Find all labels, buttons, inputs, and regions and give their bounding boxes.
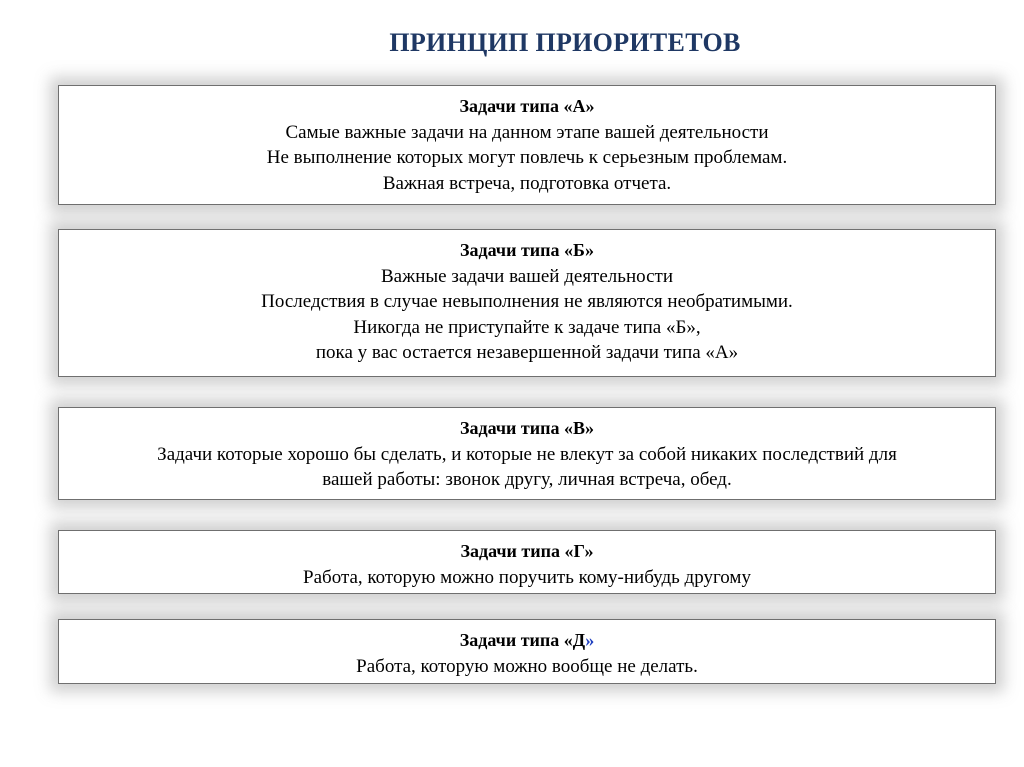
- box-line: Работа, которую можно поручить кому-нибудь другому: [303, 566, 751, 588]
- priority-box-b: [58, 229, 996, 377]
- page-title: ПРИНЦИП ПРИОРИТЕТОВ: [389, 28, 741, 57]
- priority-box-d: [58, 619, 996, 684]
- box-line: Никогда не приступайте к задаче типа «Б»,: [353, 316, 701, 338]
- box-heading-accent: »: [585, 630, 595, 650]
- box-line: Задачи которые хорошо бы сделать, и которые не влекут за собой никаких последствий для: [157, 443, 897, 465]
- box-line: Самые важные задачи на данном этапе вашей деятельности: [285, 121, 769, 143]
- priority-box-g: [58, 530, 996, 594]
- box-heading: Задачи типа «Г»: [460, 541, 594, 561]
- box-line: Не выполнение которых могут повлечь к серьезным проблемам.: [266, 147, 788, 168]
- box-heading: Задачи типа «В»: [460, 418, 594, 438]
- priority-box-a: [58, 85, 996, 205]
- box-line: Важная встреча, подготовка отчета.: [382, 172, 672, 194]
- box-line: Важные задачи вашей деятельности: [380, 265, 673, 287]
- box-heading: [59, 628, 995, 654]
- box-line: пока у вас остается незавершенной задачи типа «А»: [315, 342, 739, 363]
- box-heading: Задачи типа «А»: [459, 96, 595, 116]
- box-line: вашей работы: звонок другу, личная встреча, обед.: [322, 469, 732, 490]
- box-heading: Задачи типа «Б»: [460, 240, 594, 260]
- box-heading-main: Задачи типа «Д: [459, 630, 586, 650]
- priority-box-v: [58, 407, 996, 500]
- box-line: Последствия в случае невыполнения не являются необратимыми.: [261, 291, 793, 312]
- box-line: Работа, которую можно вообще не делать.: [356, 655, 698, 677]
